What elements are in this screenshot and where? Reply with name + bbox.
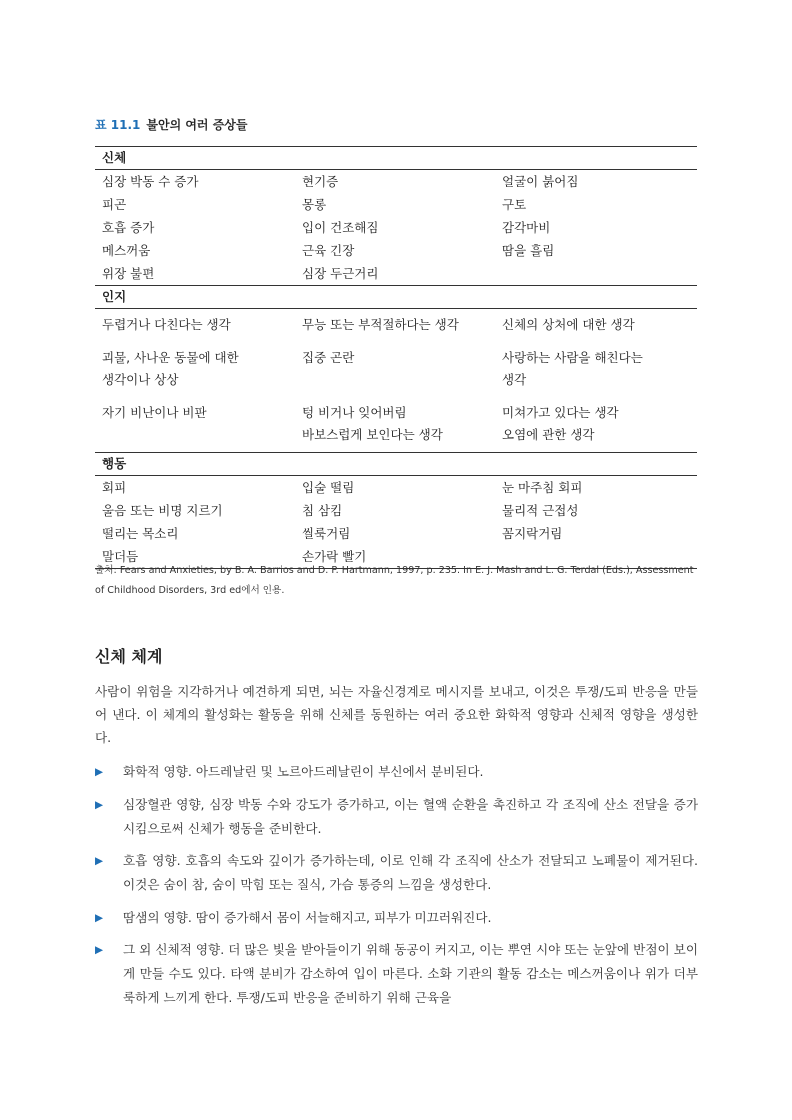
section-heading: 신체 체계 <box>95 647 163 666</box>
effects-bullet-list <box>95 760 698 1019</box>
table-cell: 물리적 근접성 <box>502 503 579 518</box>
triangle-right-icon: ▶ <box>95 798 104 811</box>
table-cell: 씰룩거림 <box>302 526 351 541</box>
source-line-1: 출처: Fears and Anxieties, by B. A. Barrios and D. P. Hartmann, 1997, p. 235. In E. J. Mash and L. G. Terdal (Eds.), Assessment <box>95 565 694 576</box>
table-cell: 손가락 빨기 <box>295 545 495 569</box>
table-cell: 텅 비거나 잊어버림 바보스럽게 보인다는 생각 <box>302 405 443 442</box>
list-item-text: 심장혈관 영향, 심장 박동 수와 강도가 증가하고, 이는 혈액 순환을 촉진하고 각 조직에 산소 전달을 증가시킴으로써 신체가 행동을 준비한다. <box>123 796 698 836</box>
table-cell: 떨리는 목소리 <box>102 526 179 541</box>
table-cell: 신체의 상처에 대한 생각 <box>502 317 635 332</box>
table-cell: 사랑하는 사람을 해친다는 생각 <box>502 350 643 387</box>
list-item <box>95 760 698 784</box>
table-cell: 미쳐가고 있다는 생각 오염에 관한 생각 <box>502 405 619 442</box>
table-cell: 피곤 <box>102 197 127 212</box>
list-item <box>95 793 698 841</box>
table-cell: 땀을 흘림 <box>502 243 555 258</box>
list-item <box>95 938 698 1010</box>
table-cell: 입술 떨림 <box>302 480 355 495</box>
table-cell: 말더듬 <box>95 545 295 569</box>
table-cell: 괴물, 사나운 동물에 대한 생각이나 상상 <box>102 350 239 387</box>
table-number: 표 11.1 <box>95 118 141 132</box>
source-line-2: of Childhood Disorders, 3rd ed에서 인용. <box>95 585 285 596</box>
table-cell: 구토 <box>502 197 527 212</box>
triangle-right-icon: ▶ <box>95 911 104 924</box>
section-header-behavioral: 행동 <box>95 453 697 476</box>
table-cell: 심장 두근거리 <box>302 266 379 281</box>
table-cell: 눈 마주침 회피 <box>502 480 583 495</box>
triangle-right-icon: ▶ <box>95 766 104 778</box>
section-header-physical: 신체 <box>95 147 697 170</box>
table-cell: 근육 긴장 <box>302 243 355 258</box>
table-cell: 심장 박동 수 증가 <box>102 174 199 189</box>
triangle-right-icon: ▶ <box>95 855 104 867</box>
table-cell: 호흡 증가 <box>102 220 155 235</box>
table-cell: 입이 건조해짐 <box>302 220 379 235</box>
table-source-note <box>95 561 699 601</box>
symptoms-table <box>95 146 697 569</box>
table-cell: 두렵거나 다친다는 생각 <box>102 317 231 332</box>
table-cell: 무능 또는 부적절하다는 생각 <box>302 317 459 332</box>
list-item <box>95 906 698 930</box>
list-item-text: 그 외 신체적 영향. 더 많은 빛을 받아들이기 위해 동공이 커지고, 이는 뿌연 시야 또는 눈앞에 반점이 보이게 만들 수도 있다. 타액 분비가 감소하여 입이 마른다. 소화 기관의 활동 감소는 메스꺼움이나 위가 더부룩하게 느끼게 한다. 투쟁/도피 반응을 준비하기 위해 근육을 <box>123 942 698 1005</box>
table-cell: 얼굴이 붉어짐 <box>502 174 579 189</box>
table-cell <box>495 262 697 286</box>
list-item-text: 땀샘의 영향. 땀이 증가해서 몸이 서늘해지고, 피부가 미끄러워진다. <box>123 909 492 925</box>
triangle-right-icon: ▶ <box>95 944 104 956</box>
list-item <box>95 849 698 897</box>
table-cell: 울음 또는 비명 지르기 <box>102 503 223 518</box>
table-cell: 감각마비 <box>502 220 551 235</box>
table-cell: 꼼지락거림 <box>502 526 563 541</box>
table-title: 불안의 여러 증상들 <box>146 118 248 132</box>
table-cell: 자기 비난이나 비판 <box>102 405 207 420</box>
body-paragraph: 사람이 위험을 지각하거나 예견하게 되면, 뇌는 자율신경계로 메시지를 보내고, 이것은 투쟁/도피 반응을 만들어 낸다. 이 체계의 활성화는 활동을 위해 신체를 동원하는 여러 중요한 화학적 영향과 신체적 영향을 생성한다. <box>95 684 698 745</box>
table-cell: 침 삼킴 <box>302 503 343 518</box>
section-header-cognitive: 인지 <box>95 286 697 309</box>
list-item-text: 화학적 영향. 아드레날린 및 노르아드레날린이 부신에서 분비된다. <box>123 764 484 779</box>
table-cell: 메스꺼움 <box>102 243 151 258</box>
table-cell: 집중 곤란 <box>302 350 355 365</box>
list-item-text: 호흡 영향. 호흡의 속도와 깊이가 증가하는데, 이로 인해 각 조직에 산소가 전달되고 노폐물이 제거된다. 이것은 숨이 참, 숨이 막힘 또는 질식, 가슴 통증의 느낌을 생성한다. <box>123 853 698 892</box>
table-cell: 몽롱 <box>302 197 327 212</box>
table-cell: 위장 불편 <box>102 266 155 281</box>
table-cell: 현기증 <box>302 174 339 189</box>
table-cell: 회피 <box>102 480 127 495</box>
table-caption <box>95 116 247 133</box>
